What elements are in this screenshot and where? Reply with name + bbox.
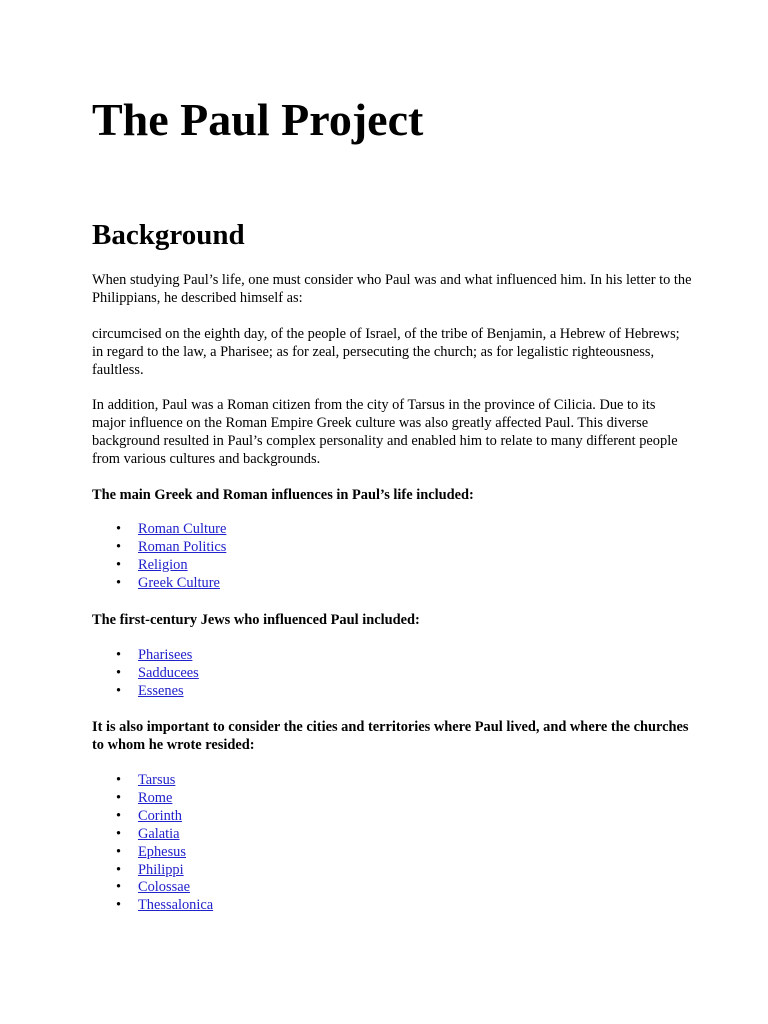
cities-list [92,772,213,915]
greek-roman-link-greek-culture[interactable]: Greek Culture [138,574,220,591]
jews-link-essenes[interactable]: Essenes [138,682,184,699]
jews-link-pharisees[interactable]: Pharisees [138,647,193,663]
jews-heading: The first-century Jews who influenced Paul included: [92,612,420,628]
greek-roman-link-roman-politics[interactable]: Roman Politics [138,538,227,555]
city-link-ephesus[interactable]: Ephesus [138,843,186,860]
bullet-icon: • [116,897,122,914]
list-item [92,808,213,826]
list-item [92,539,226,557]
bullet-icon: • [116,574,122,591]
jews-list [92,647,199,701]
jews-link-sadducees[interactable]: Sadducees [138,664,199,681]
list-item [92,665,199,683]
bullet-icon: • [116,664,122,681]
bullet-icon: • [116,861,122,878]
bullet-icon: • [116,843,122,860]
bullet-icon: • [116,879,122,896]
list-item [92,521,226,539]
city-link-rome[interactable]: Rome [138,789,173,806]
page-title: The Paul Project [92,94,424,145]
bullet-icon: • [116,825,122,842]
greek-roman-heading: The main Greek and Roman influences in Paul’s life included: [92,487,474,503]
city-link-galatia[interactable]: Galatia [138,825,180,842]
cities-heading: It is also important to consider the cities and territories where Paul lived, and where the churches to whom he wrote resided: [92,719,689,753]
list-item [92,790,213,808]
list-item [92,826,213,844]
list-item [92,862,213,880]
addition-paragraph: In addition, Paul was a Roman citizen from the city of Tarsus in the province of Cilicia. Due to its major influence on the Roman Empire Greek culture was also greatly affected Paul. This diverse background resulted in Paul’s complex personality and enabled him to relate to many different people from various cultures and backgrounds. [92,397,678,467]
section-heading-background: Background [92,219,245,251]
city-link-philippi[interactable]: Philippi [138,861,184,878]
bullet-icon: • [116,682,122,699]
list-item [92,897,213,915]
list-item [92,844,213,862]
list-item [92,575,226,593]
list-item [92,772,213,790]
bullet-icon: • [116,521,122,537]
list-item [92,879,213,897]
greek-roman-link-roman-culture[interactable]: Roman Culture [138,521,227,537]
city-link-thessalonica[interactable]: Thessalonica [138,897,214,914]
greek-roman-link-religion[interactable]: Religion [138,556,188,573]
quote-paragraph: circumcised on the eighth day, of the people of Israel, of the tribe of Benjamin, a Hebrew of Hebrews; in regard to the law, a Pharisee; as for zeal, persecuting the church; as for legalistic righteousness, faultless. [92,326,680,378]
bullet-icon: • [116,807,122,824]
bullet-icon: • [116,538,122,555]
bullet-icon: • [116,789,122,806]
bullet-icon: • [116,772,122,788]
city-link-corinth[interactable]: Corinth [138,807,182,824]
greek-roman-list [92,521,226,593]
list-item [92,647,199,665]
intro-paragraph: When studying Paul’s life, one must consider who Paul was and what influenced him. In his letter to the Philippians, he described himself as: [92,272,692,306]
list-item [92,557,226,575]
bullet-icon: • [116,647,122,663]
bullet-icon: • [116,556,122,573]
city-link-tarsus[interactable]: Tarsus [138,772,176,788]
city-link-colossae[interactable]: Colossae [138,879,190,896]
list-item [92,683,199,701]
